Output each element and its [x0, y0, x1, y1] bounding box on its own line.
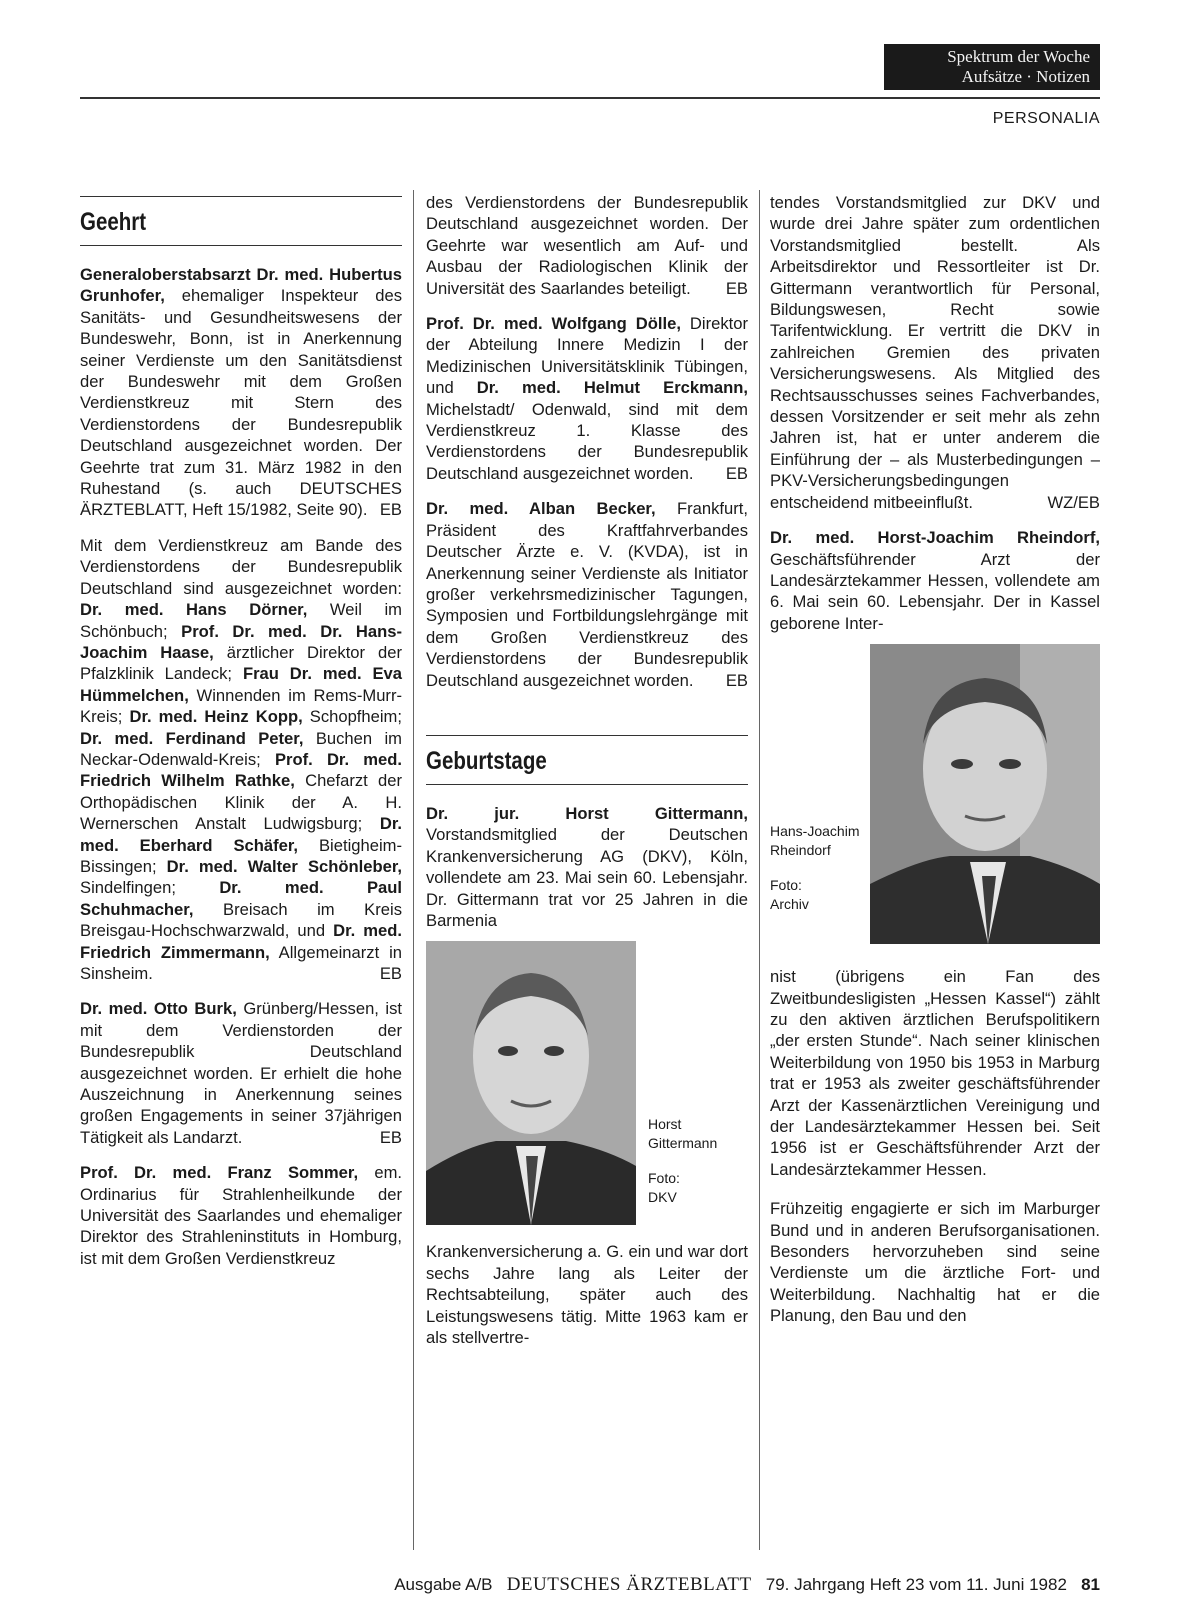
- footer-edition: Ausgabe A/B: [394, 1575, 493, 1594]
- photo-block-gittermann: [426, 937, 748, 1229]
- article-gittermann-continued-2: [770, 192, 1100, 513]
- signature: EB: [725, 278, 748, 298]
- body-text: Mit dem Verdienstkreuz am Bande des Verdienstordens der Bundesrepublik Deutschland sind ausgezeichnet worden:: [80, 535, 402, 598]
- caption-credit-label: Foto:: [770, 877, 802, 894]
- name-bold: Frau Dr. med. Eva Hümmelchen,: [80, 664, 402, 705]
- column-divider-1: [413, 190, 414, 1550]
- name-bold: Prof. Dr. med. Franz Sommer,: [80, 1163, 359, 1183]
- article-grunhofer: [80, 264, 402, 521]
- article-gittermann: [426, 803, 748, 931]
- article-verdienstkreuz-list: [80, 535, 402, 985]
- body-text: Krankenversicherung a. G. ein und war dort sechs Jahre lang als Leiter der Rechtsabteilung, später auch des Leistungswesens tätig. Mitte 1963 kam er als stellvertre-: [426, 1242, 748, 1347]
- caption-credit: Archiv: [770, 896, 809, 913]
- article-burk: [80, 998, 402, 1148]
- caption-name: Hans-Joachim Rheindorf: [770, 823, 860, 859]
- body-text: Chefarzt der Orthopädischen Klinik der A. H. Wernerschen Anstalt Ludwigsburg;: [80, 771, 402, 834]
- caption-name: Horst Gittermann: [648, 1116, 718, 1152]
- name-bold: Prof. Dr. med. Dr. Hans-Joachim Haase,: [80, 621, 402, 662]
- name-bold: Dr. med. Hans Dörner,: [80, 600, 308, 620]
- footer-issue: 79. Jahrgang Heft 23 vom 11. Juni 1982: [765, 1575, 1067, 1594]
- name-bold: Dr. med. Helmut Erckmann,: [476, 378, 748, 398]
- section-badge-line1: Spektrum der Woche: [947, 47, 1090, 66]
- article-rheindorf-continued: [770, 966, 1100, 1180]
- footer-page-number: 81: [1081, 1575, 1100, 1594]
- section-heading-geehrt: [80, 196, 402, 246]
- body-text: Frühzeitig engagierte er sich im Marburger Bund und in anderen Berufsorganisationen. Besonders hervorzuheben sind seine Verdienste um die ärztliche Fort- und Weiterbildung. Nachhaltig hat er die Planung, den Bau und den: [770, 1199, 1100, 1326]
- body-text: Bietigheim-Bissingen;: [80, 835, 402, 876]
- article-sommer-continued: [426, 192, 748, 299]
- footer-magazine: DEUTSCHES ÄRZTEBLATT: [506, 1574, 752, 1595]
- column-2: [426, 192, 748, 1362]
- body-text: Allgemeinarzt in Sinsheim.: [80, 942, 403, 983]
- heading-geehrt: Geehrt: [80, 208, 147, 236]
- article-gittermann-continued: [426, 1241, 748, 1348]
- body-text: des Verdienstordens der Bundesrepublik Deutschland ausgezeichnet worden. Der Geehrte war wesentlich am Auf- und Ausbau der Radiologischen Klinik der Universität des Saarlandes beteiligt.: [426, 193, 748, 298]
- name-bold: Dr. med. Eberhard Schäfer,: [80, 814, 402, 855]
- name-bold: Dr. med. Walter Schönleber,: [166, 856, 403, 876]
- body-text: Grünberg/Hessen, ist mit dem Verdienstorden der Bundesrepublik Deutschland ausgezeichnet worden. Er erhielt die hohe Auszeichnung in Anerkennung seines großen Engagements in seiner 37jährigen Tätigkeit als Landarzt.: [80, 999, 402, 1147]
- photo-block-rheindorf: [770, 640, 1100, 954]
- photo-caption-rheindorf: [770, 822, 860, 914]
- article-sommer: [80, 1162, 402, 1269]
- caption-credit: DKV: [648, 1189, 677, 1206]
- portrait-photo-gittermann: [426, 941, 636, 1225]
- signature: EB: [379, 964, 402, 983]
- signature: EB: [725, 670, 748, 690]
- article-becker: [426, 498, 748, 691]
- article-doelle-erckmann: [426, 313, 748, 484]
- body-text: nist (übrigens ein Fan des Zweitbundesligisten „Hessen Kassel“) zählt zu den aktiven ärztlichen Berufspolitikern „der ersten Stunde“. Nach seiner klinischen Weiterbildung von 1950 bis 1953 in Marburg trat er 1953 als zweiter geschäftsführender Arzt der Kassenärztlichen Vereinigung und der Landesärztekammer Hessen bei. Seit 1956 ist er Geschäftsführender Arzt der Landesärztekammer Hessen.: [770, 967, 1100, 1179]
- name-bold: Prof. Dr. med. Wolfgang Dölle,: [426, 314, 681, 334]
- header-rule: [80, 97, 1100, 99]
- section-label: PERSONALIA: [992, 110, 1100, 127]
- name-bold: Dr. med. Horst-Joachim Rheindorf,: [770, 528, 1100, 548]
- article-rheindorf-continued-2: [770, 1198, 1100, 1326]
- section-heading-geburtstage: [426, 735, 748, 785]
- column-1: [80, 192, 402, 1283]
- signature: EB: [725, 463, 748, 483]
- name-bold: Dr. med. Ferdinand Peter,: [80, 728, 304, 748]
- name-bold: Dr. jur. Horst Gittermann,: [426, 803, 748, 823]
- signature: EB: [379, 500, 402, 520]
- name-bold: Prof. Dr. med. Friedrich Wilhelm Rathke,: [80, 749, 403, 791]
- body-text: Vorstandsmitglied der Deutschen Krankenversicherung AG (DKV), Köln, vollendete am 23. Mai sein 60. Lebensjahr. Dr. Gittermann trat vor 25 Jahren in die Barmenia: [426, 825, 748, 930]
- name-bold: Generaloberstabsarzt Dr. med. Hubertus Grunhofer,: [80, 265, 402, 306]
- signature: EB: [379, 1127, 402, 1147]
- body-text: Geschäftsführender Arzt der Landesärztekammer Hessen, vollendete am 6. Mai sein 60. Lebensjahr. Der in Kassel geborene Inter-: [770, 549, 1100, 633]
- heading-geburtstage: Geburtstage: [426, 746, 547, 775]
- body-text: Direktor der Abteilung Innere Medizin I der Medizinischen Universitätsklinik Tübingen, und: [426, 314, 748, 398]
- page-footer: [80, 1574, 1100, 1596]
- body-text: ärztlicher Direktor der Pfalzklinik Landeck;: [80, 642, 402, 684]
- signature: WZ/EB: [1047, 492, 1100, 512]
- name-bold: Dr. med. Alban Becker,: [426, 499, 656, 519]
- photo-caption-gittermann: [648, 1115, 748, 1207]
- name-bold: Dr. med. Otto Burk,: [80, 999, 237, 1019]
- name-bold: Dr. med. Friedrich Zimmermann,: [80, 921, 402, 962]
- body-text: Buchen im Neckar-Odenwald-Kreis;: [80, 728, 402, 769]
- column-3: [770, 192, 1100, 1341]
- caption-credit-label: Foto:: [648, 1170, 680, 1187]
- body-text: Winnenden im Rems-Murr-Kreis;: [80, 685, 402, 727]
- body-text: Sindelfingen;: [80, 878, 220, 898]
- body-text: Frankfurt, Präsident des Kraftfahrverbandes Deutscher Ärzte e. V. (KVDA), ist in Anerkennung seiner Verdienste als Initiator großer verkehrsmedizinischer Tagungen, Symposien und Fortbildungslehrgänge mit dem Großen Verdienstkreuz des Verdienstordens der Bundesrepublik Deutschland ausgezeichnet worden.: [426, 499, 748, 690]
- body-text: Breisach im Kreis Breisgau-Hochschwarzwald, und: [80, 899, 402, 941]
- body-text: ehemaliger Inspekteur des Sanitäts- und Gesundheitswesens der Bundeswehr, Bonn, ist in Anerkennung seiner Verdienste um den Sanitätsdienst der Bundeswehr mit dem Großen Verdienstkreuz mit Stern des Verdienstordens der Bundesrepublik Deutschland ausgezeichnet worden. Der Geehrte trat zum 31. März 1982 in den Ruhestand (s. auch DEUTSCHES ÄRZTEBLATT, Heft 15/1982, Seite 90).: [80, 286, 402, 520]
- section-badge: [884, 44, 1100, 90]
- portrait-photo-rheindorf: [870, 644, 1100, 944]
- name-bold: Dr. med. Heinz Kopp,: [129, 707, 303, 727]
- body-text: em. Ordinarius für Strahlenheilkunde der Universität des Saarlandes und ehemaliger Direktor des Strahleninstituts in Homburg, ist mit dem Großen Verdienstkreuz: [80, 1163, 403, 1268]
- column-divider-2: [759, 190, 760, 1550]
- body-text: Weil im Schönbuch;: [80, 600, 402, 641]
- body-text: Michelstadt/ Odenwald, sind mit dem Verdienstkreuz 1. Klasse des Verdienstordens der Bundesrepublik Deutschland ausgezeichnet worden.: [426, 399, 748, 483]
- body-text: Schopfheim;: [302, 707, 402, 727]
- name-bold: Dr. med. Paul Schuhmacher,: [80, 878, 402, 919]
- article-rheindorf: [770, 527, 1100, 634]
- body-text: tendes Vorstandsmitglied zur DKV und wurde drei Jahre später zum ordentlichen Vorstandsmitglied bestellt. Als Arbeitsdirektor und Ressortleiter ist Dr. Gittermann verantwortlich für Personal, Bildungswesen, Recht sowie Tarifentwicklung. Er vertritt die DKV in zahlreichen Gremien des privaten Versicherungswesens. Als Mitglied des Rechtsausschusses seines Fachverbandes, dessen Vorsitzender er seit mehr als zehn Jahren ist, hat er unter anderem die Einführung der – als Musterbedingungen – PKV-Versicherungsbedingungen entscheidend mitbeeinflußt.: [770, 193, 1100, 512]
- section-badge-line2: Aufsätze · Notizen: [961, 67, 1090, 86]
